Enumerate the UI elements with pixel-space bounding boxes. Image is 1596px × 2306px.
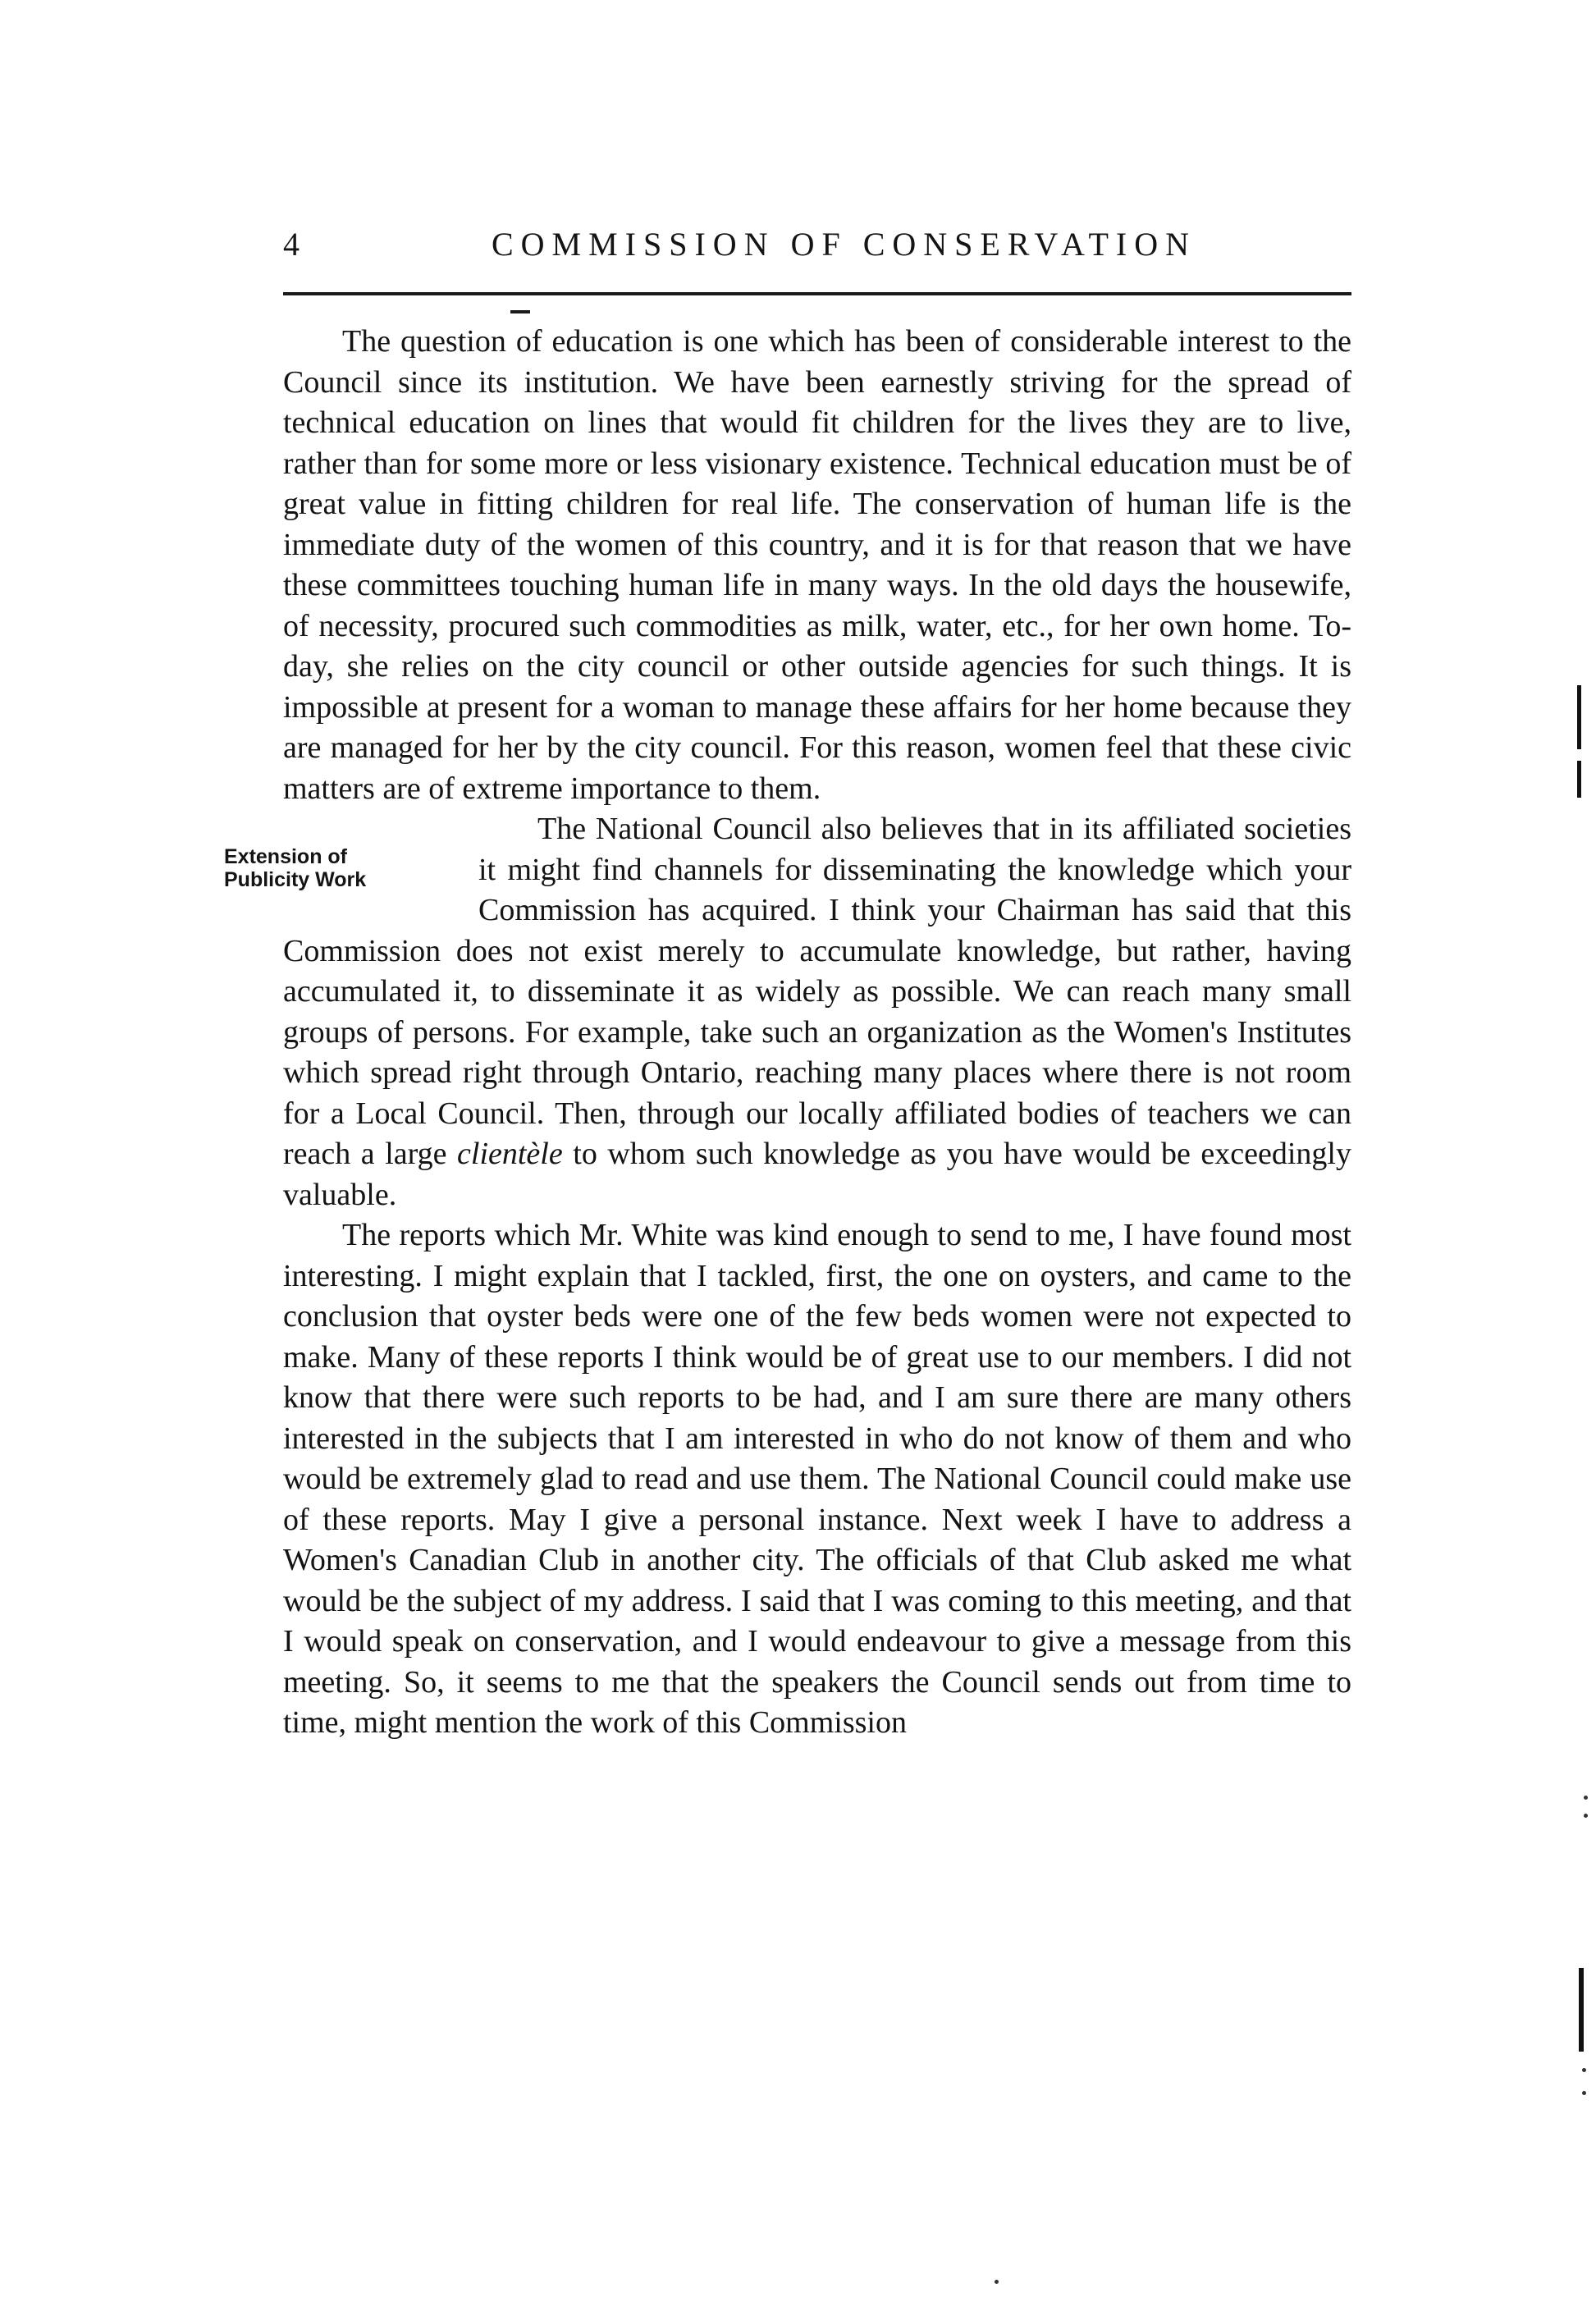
margin-scan-dot (1582, 2068, 1586, 2072)
page-number: 4 (283, 226, 300, 263)
margin-scan-dot (1584, 1814, 1588, 1818)
margin-scan-mark (1577, 761, 1581, 798)
body-text (224, 322, 1351, 1744)
margin-scan-dot (1584, 1796, 1588, 1800)
header-dash (510, 310, 530, 313)
margin-scan-dot (1582, 2091, 1586, 2095)
margin-scan-mark (1579, 1968, 1584, 2052)
sidenote-extension-of-publicity-work (224, 817, 470, 929)
paragraph-reports: The reports which Mr. White was kind enough to send to me, I have found most interesting. I might explain that I tackled, first, the one on oysters, and came to the conclusion that oyster beds were one of the few beds women were not expected to make. Many of these reports I think would be of great use to our members. I did not know that there were such reports to be had, and I am sure there are many others interested in the subjects that I am interested in who do not know of them and who would be extremely glad to read and use them. The National Council could make use of these reports. May I give a personal instance. Next week I have to address a Women's Canadian Club in another city. The officials of that Club asked me what would be the subject of my address. I said that I was coming to this meeting, and that I would speak on conservation, and I would endeavour to give a message from this meeting. So, it seems to me that the speakers the Council sends out from time to time, might mention the work of this Commission (283, 1218, 1351, 1740)
header-rule (283, 292, 1351, 295)
margin-scan-mark (1577, 685, 1581, 749)
paragraph-publicity (224, 809, 1351, 1215)
italic-clientele: clientèle (457, 1137, 563, 1171)
paragraph-publicity-text: The National Council also believes that in its affiliated societies it might find channels for disseminating the knowledge which your Commission has acquired. I think your Chairman has said that this Commission does not exist merely to accumulate knowledge, but rather, having accumulated it, to disseminate it as widely as possible. We can reach many small groups of persons. For example, take such an organization as the Women's Institutes which spread right through Ontario, reaching many places where there is not room for a Local Council. Then, through our locally affiliated bodies of teachers we can reach a large (283, 812, 1351, 1171)
sidenote-line-2: Publicity Work (224, 868, 367, 891)
margin-scan-dot (995, 2280, 999, 2284)
sidenote-line-1: Extension of (224, 845, 348, 868)
paragraph-education: The question of education is one which has been of considerable interest to the Council since its institution. We have been earnestly striving for the spread of technical education on lines that would fit children for the lives they are to live, rather than for some more or less visionary existence. Technical education must be of great value in fitting children for real life. The conservation of human life is the immediate duty of the women of this country, and it is for that reason that we have these committees touching human life in many ways. In the old days the housewife, of necessity, procured such commodities as milk, water, etc., for her own home. To-day, she relies on the city council or other outside agencies for such things. It is impossible at present for a woman to manage these affairs for her home because they are managed for her by the city council. For this reason, women feel that these civic matters are of extreme importance to them. (283, 324, 1351, 806)
page-header (283, 220, 1351, 272)
running-head: COMMISSION OF CONSERVATION (491, 226, 1197, 263)
paragraph-publicity-text-end: to whom such knowledge as you have would be exceedingly valuable. (283, 1137, 1351, 1212)
